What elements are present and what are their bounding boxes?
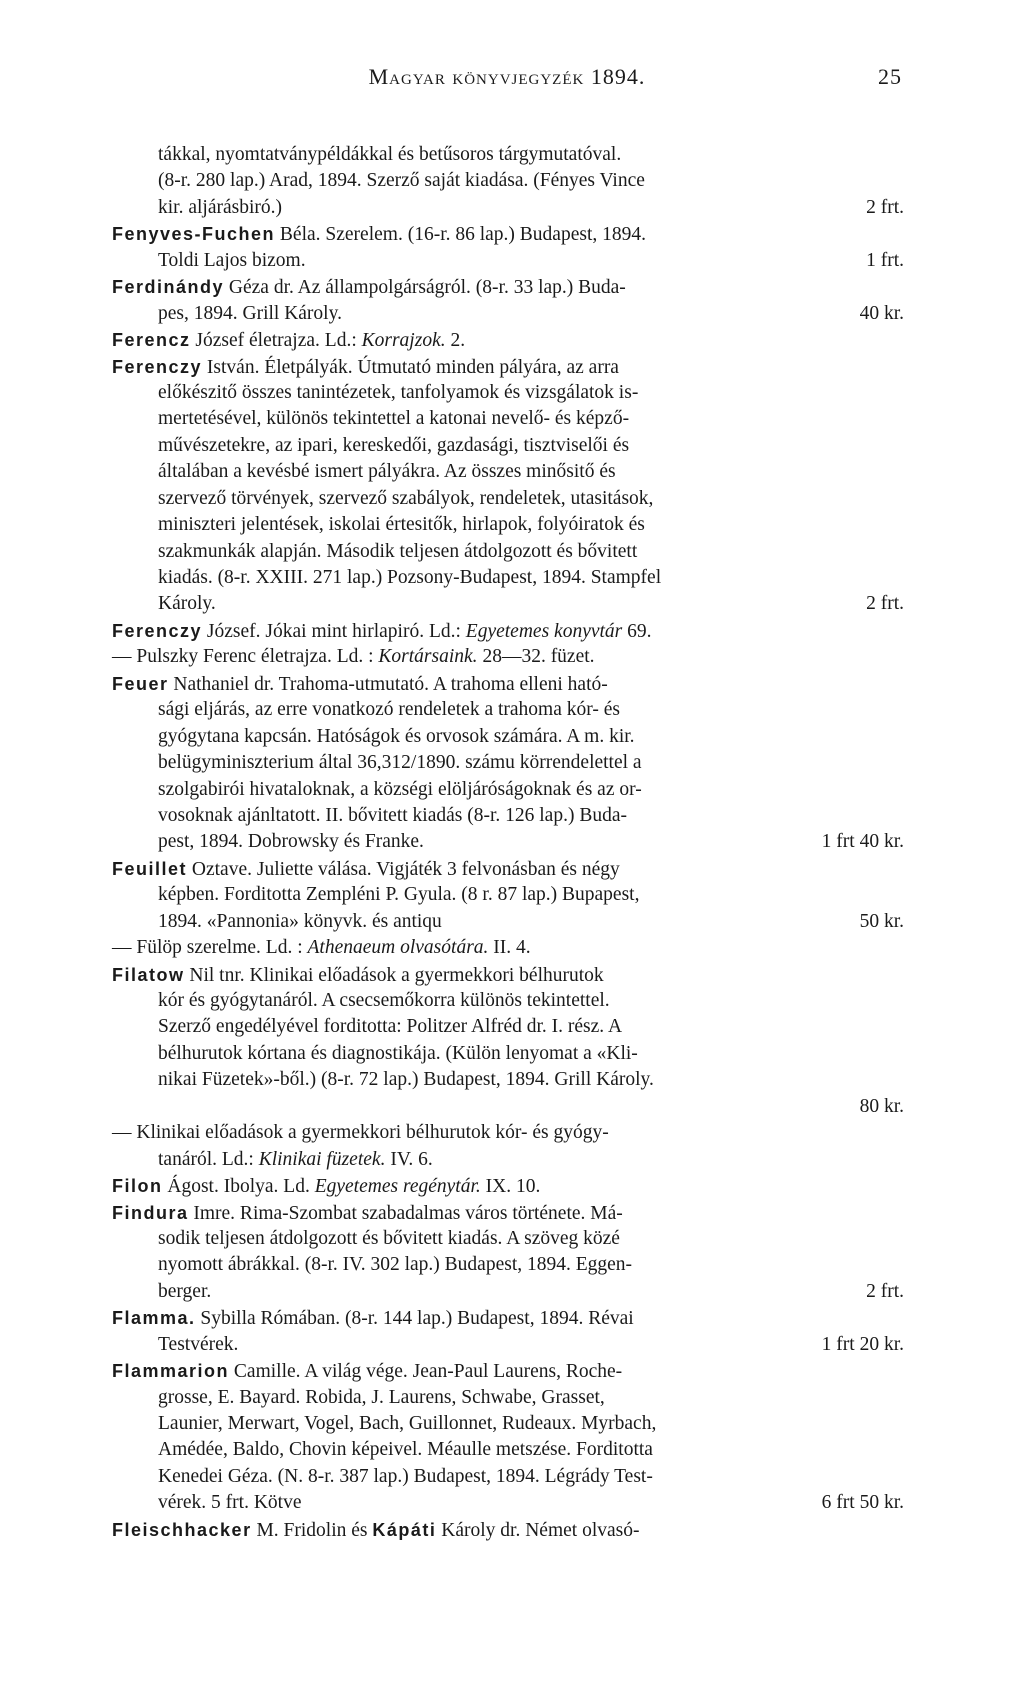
line-text [112,1517,639,1543]
entry-continuation-line [112,1490,904,1516]
price: 6 frt 50 kr. [821,1492,904,1514]
entry-text: 69. [622,620,652,642]
entry-text: Amédée, Baldo, Chovin képeivel. Méaulle metszése. Forditotta [158,1439,653,1461]
entry-text: Szerző engedélyével forditotta: Politzer Alfréd dr. I. rész. A [158,1016,623,1038]
ditto-dash: — [112,646,137,668]
line-text [158,829,424,855]
line-text [158,1411,656,1437]
entry-continuation-line [112,301,904,327]
author-surname: Flammarion [112,1361,230,1382]
line-text [158,459,616,485]
line-text [112,354,619,380]
line-text [112,1358,622,1384]
author-surname: Ferenczy [112,356,203,377]
line-text [158,803,627,829]
line-text [158,565,661,591]
entry-first-line [112,221,904,247]
price: 80 kr. [859,1095,904,1117]
line-text [112,644,595,670]
line-text [158,1041,638,1067]
line-text [158,1385,605,1411]
entry-continuation-line [112,565,904,591]
entry-continuation-line [112,777,904,803]
line-text [158,168,645,194]
entry-text: sodik teljesen átdolgozott és bővitett kiadás. A szöveg közé [158,1227,620,1249]
entry-text: előkészitő összes tanintézetek, tanfolyamok és vizsgálatok is- [158,381,639,403]
series-title: Athenaeum olvasótára. [307,937,489,959]
running-head [112,64,902,94]
series-title: Egyetemes regénytár. [314,1176,481,1198]
entry-text: kór és gyógytanáról. A csecsemőkorra különös tekintettel. [158,990,610,1011]
line-text [112,274,626,300]
entry-text: Béla. Szerelem. (16-r. 86 lap.) Budapest, 1894. [275,224,646,246]
line-text [158,486,653,512]
page-number: 25 [878,64,902,89]
author-surname: Fenyves-Fuchen [112,224,276,245]
line-text [112,1120,609,1146]
entry-first-line [112,1120,904,1146]
line-text [158,1252,632,1278]
entry-continuation-line [112,195,904,221]
entry-text: gyógytana kapcsán. Hatóságok és orvosok számára. A m. kir. [158,725,635,747]
entry-text: Károly. [158,593,216,615]
author-surname: Ferencz [112,330,191,351]
line-text [112,618,652,644]
entry-text: szervező törvények, szervező szabályok, rendeletek, utasitások, [158,487,654,509]
entry-text: tanáról. Ld.: [158,1148,259,1170]
author-surname: Ferenczy [112,620,203,641]
entry-text: sági eljárás, az erre vonatkozó rendeletek a trahoma kór- és [158,699,620,721]
entry-text: József. Jókai mint hirlapiró. Ld.: [202,620,466,642]
line-text [112,327,465,353]
entry-text: IV. 6. [385,1148,433,1170]
entry-continuation-line [112,539,904,565]
entry-text: Klinikai előadások a gyermekkori bélhurutok kór- és gyógy- [136,1122,609,1144]
entry-first-line [112,644,904,670]
entry-first-line [112,274,904,300]
entry-continuation-line [112,1094,904,1120]
entry-text: Launier, Merwart, Vogel, Bach, Guillonnet, Rudeaux. Myrbach, [158,1413,657,1434]
line-text [112,1305,634,1331]
entry-continuation-line [112,724,904,750]
entry-continuation-line [112,142,904,168]
entry-text: pes, 1894. Grill Károly. [158,302,342,324]
entry-first-line [112,856,904,882]
line-text [158,433,629,459]
entry-continuation-line [112,882,904,908]
entry-text: IX. 10. [480,1176,541,1198]
line-text [158,1067,654,1093]
line-text [112,221,646,247]
entry-continuation-line [112,1332,904,1358]
price: 1 frt 40 kr. [821,831,904,853]
line-text [158,1437,653,1463]
entry-text: M. Fridolin és [251,1519,373,1541]
line-text [112,671,608,697]
entry-text: szakmunkák alapján. Második teljesen átdolgozott és bővitett [158,540,638,562]
entry-text: 1894. «Pannonia» könyvk. és antiqu [158,910,442,932]
line-text [112,856,620,882]
line-text [158,539,637,565]
entry-text: kiadás. (8-r. XXIII. 271 lap.) Pozsony-Budapest, 1894. Stampfel [158,567,662,588]
entry-text: Sybilla Rómában. (8-r. 144 lap.) Budapest, 1894. Révai [195,1308,634,1330]
price: 2 frt. [866,593,904,615]
entry-text: Camille. A világ vége. Jean-Paul Laurens, Roche- [229,1361,623,1383]
series-title: Kortársaink. [378,646,478,668]
entry-text: Géza dr. Az állampolgárságról. (8-r. 33 lap.) Buda- [224,277,626,299]
line-text [158,195,282,221]
entry-continuation-line [112,1411,904,1437]
line-text [158,1279,211,1305]
entry-continuation-line [112,1385,904,1411]
entry-text: Ágost. Ibolya. Ld. [162,1176,315,1198]
line-text [112,935,531,961]
price: 2 frt. [866,1280,904,1302]
entry-first-line [112,671,904,697]
line-text [158,406,629,432]
author-surname: Filatow [112,964,185,985]
entry-continuation-line [112,1252,904,1278]
line-text [158,591,216,617]
entry-continuation-line [112,803,904,829]
line-text [158,697,620,723]
line-text [158,909,442,935]
price: 40 kr. [859,302,904,324]
entry-continuation-line [112,512,904,538]
entry-continuation-line [112,909,904,935]
line-text [158,1147,433,1173]
entry-continuation-line [112,406,904,432]
entry-first-line [112,327,904,353]
line-text [158,380,638,406]
entry-text: Fülöp szerelme. Ld. : [136,937,308,959]
entry-continuation-line [112,486,904,512]
entry-continuation-line [112,1147,904,1173]
line-text [158,882,639,908]
line-text [158,1014,622,1040]
entry-continuation-line [112,988,904,1014]
entry-text: nikai Füzetek»-ből.) (8-r. 72 lap.) Budapest, 1894. Grill Károly. [158,1069,654,1091]
line-text [158,750,642,776]
entry-text: 28—32. füzet. [477,646,595,668]
line-text [158,248,306,274]
price: 2 frt. [866,196,904,218]
line-text [158,988,610,1014]
entry-text: bélhurutok kórtana és diagnostikája. (Külön lenyomat a «Kli- [158,1042,638,1064]
line-text [158,1464,653,1490]
line-text [112,1200,623,1226]
entry-continuation-line [112,1464,904,1490]
entry-first-line [112,618,904,644]
entry-text: nyomott ábrákkal. (8-r. IV. 302 lap.) Budapest, 1894. Eggen- [158,1254,633,1276]
entry-text: miniszteri jelentések, iskolai értesitők, hirlapok, folyóiratok és [158,514,645,536]
entry-text: Károly dr. Német olvasó- [436,1519,640,1541]
entry-text: kir. aljárásbiró.) [158,196,282,218]
entry-text: Kenedei Géza. (N. 8-r. 387 lap.) Budapest, 1894. Légrády Test- [158,1465,653,1487]
entry-text: általában a kevésbé ismert pályákra. Az összes minősitő és [158,461,616,483]
entry-first-line [112,1200,904,1226]
entry-text: pest, 1894. Dobrowsky és Franke. [158,831,424,853]
entry-continuation-line [112,1041,904,1067]
author-surname: Filon [112,1176,163,1197]
entry-text: Pulszky Ferenc életrajza. Ld. : [136,646,379,668]
entry-first-line [112,935,904,961]
entry-first-line [112,1517,904,1543]
bibliography-column [112,142,904,1543]
entry-text: Nathaniel dr. Trahoma-utmutató. A trahoma elleni ható- [168,673,608,695]
entry-text: szolgabirói hivataloknak, a községi elöljáróságoknak és az or- [158,778,642,800]
entry-text: József életrajza. Ld.: [190,330,362,352]
entry-text: belügyminiszterium által 36,312/1890. számu körrendelettel a [158,752,642,774]
line-text [158,777,642,803]
entry-text: tákkal, nyomtatványpéldákkal és betűsoros tárgymutatóval. [158,144,622,165]
entry-continuation-line [112,1014,904,1040]
line-text [158,1490,302,1516]
entry-continuation-line [112,1226,904,1252]
entry-text: vérek. 5 frt. Kötve [158,1492,302,1514]
entry-text: képben. Forditotta Zempléni P. Gyula. (8 r. 87 lap.) Bupapest, [158,884,640,906]
entry-text: II. 4. [488,937,531,959]
entry-text: István. Életpályák. Útmutató minden pályára, az arra [202,356,619,378]
entry-first-line [112,962,904,988]
line-text [158,1332,238,1358]
price: 1 frt. [866,249,904,271]
line-text [112,1173,540,1199]
author-surname: Findura [112,1202,189,1223]
entry-continuation-line [112,1437,904,1463]
entry-continuation-line [112,829,904,855]
price: 50 kr. [859,910,904,932]
author-surname: Feuillet [112,858,188,879]
entry-continuation-line [112,248,904,274]
entry-text: művészetekre, az ipari, kereskedői, gazdasági, tisztviselői és [158,434,630,456]
price: 1 frt 20 kr. [821,1333,904,1355]
line-text [158,512,645,538]
entry-continuation-line [112,380,904,406]
entry-text: Toldi Lajos bizom. [158,249,306,271]
entry-text: berger. [158,1280,212,1302]
entry-continuation-line [112,433,904,459]
entry-first-line [112,1173,904,1199]
author-surname: Kápáti [372,1519,437,1540]
line-text [112,962,604,988]
author-surname: Flamma. [112,1308,196,1329]
entry-text: mertetésével, különös tekintettel a katonai nevelő- és képző- [158,408,630,430]
entry-continuation-line [112,1279,904,1305]
ditto-dash: — [112,1122,137,1144]
entry-first-line [112,1305,904,1331]
line-text [158,724,635,750]
series-title: Korrajzok. [361,330,446,352]
entry-text: Nil tnr. Klinikai előadások a gyermekkori bélhurutok [184,964,604,986]
entry-text: Testvérek. [158,1333,239,1355]
line-text [158,301,342,327]
line-text [158,1226,620,1252]
entry-text: Oztave. Juliette válása. Vigjáték 3 felvonásban és négy [187,858,620,880]
entry-text: Imre. Rima-Szombat szabadalmas város története. Má- [188,1202,623,1224]
entry-continuation-line [112,459,904,485]
author-surname: Feuer [112,673,169,694]
series-title: Klinikai füzetek. [258,1148,386,1170]
series-title: Egyetemes konyvtár [465,620,623,642]
entry-text: (8-r. 280 lap.) Arad, 1894. Szerző saját kiadása. (Fényes Vince [158,170,645,192]
entry-first-line [112,354,904,380]
entry-continuation-line [112,1067,904,1093]
running-title: Magyar könyvjegyzék 1894. [368,64,646,89]
entry-continuation-line [112,591,904,617]
entry-first-line [112,1358,904,1384]
author-surname: Fleischhacker [112,1519,252,1540]
author-surname: Ferdinándy [112,277,225,298]
line-text [158,142,621,168]
entry-text: grosse, E. Bayard. Robida, J. Laurens, Schwabe, Grasset, [158,1386,605,1408]
entry-text: 2. [445,330,466,352]
entry-continuation-line [112,697,904,723]
entry-continuation-line [112,168,904,194]
entry-text: vosoknak ajánltatott. II. bővitett kiadás (8-r. 126 lap.) Buda- [158,804,627,826]
entry-continuation-line [112,750,904,776]
ditto-dash: — [112,937,137,959]
